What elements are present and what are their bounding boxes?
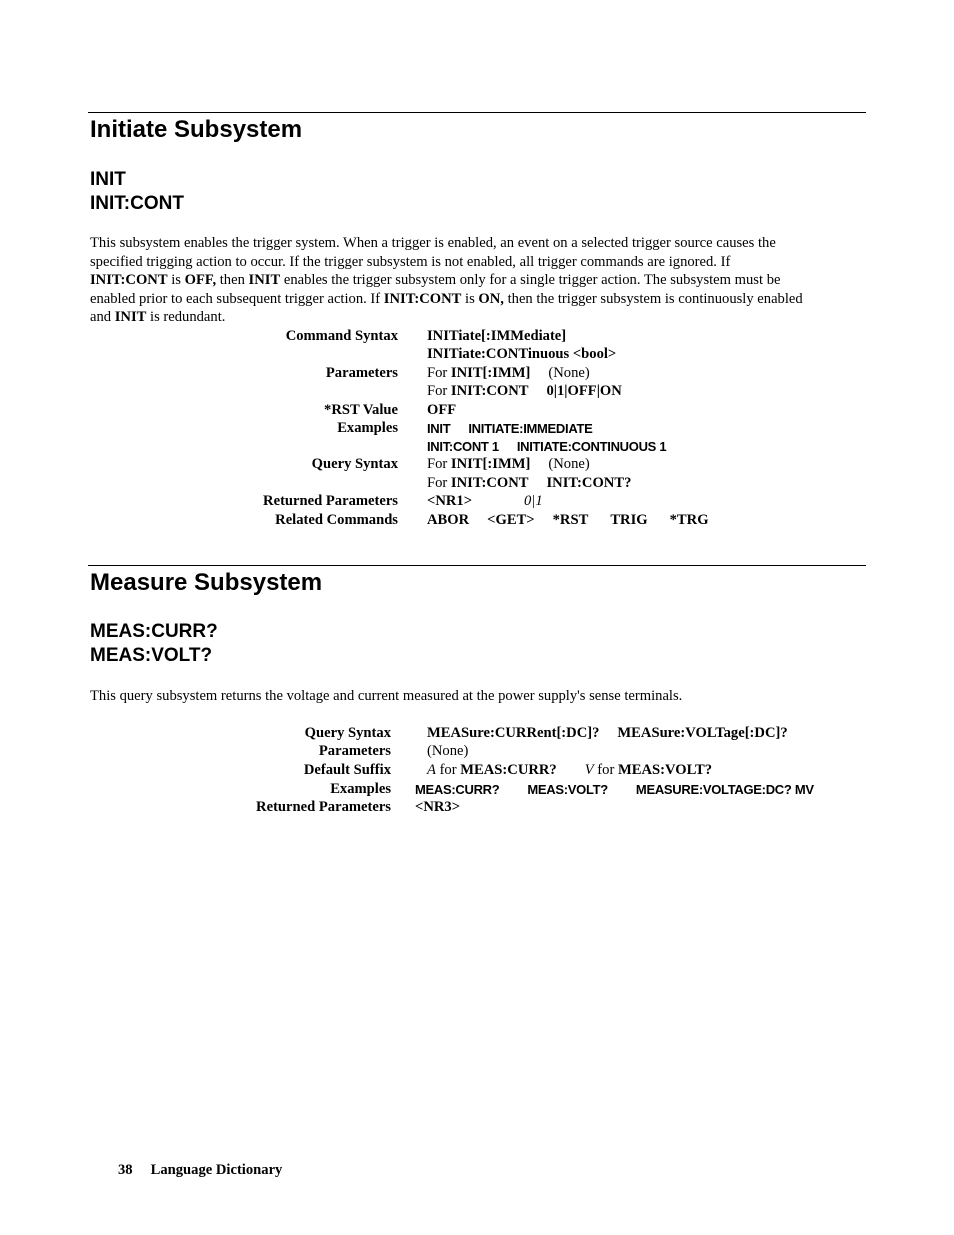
returned-parameters-value: <NR3> — [415, 799, 461, 815]
label-parameters: Parameters — [318, 743, 391, 759]
label-related-commands: Related Commands — [275, 512, 398, 528]
label-query-syntax: Query Syntax — [304, 725, 391, 741]
command-heading-init: INIT — [90, 169, 126, 190]
command-heading-meas-curr: MEAS:CURR? — [90, 621, 218, 642]
description-line: enabled prior to each subsequent trigger action. If INIT:CONT is ON, then the trigger subsystem is continuously enabled — [90, 290, 803, 307]
returned-parameters-value: <NR1> 0|1 — [427, 493, 543, 509]
label-examples: Examples — [330, 781, 391, 797]
label-returned-parameters: Returned Parameters — [263, 493, 398, 509]
query-syntax-row: For INIT[:IMM] (None) — [427, 456, 590, 472]
footer-section-title: Language Dictionary — [150, 1162, 283, 1178]
label-returned-parameters: Returned Parameters — [256, 799, 391, 815]
measure-description — [90, 687, 860, 706]
page-number: 38 — [118, 1162, 133, 1178]
default-suffix-value: A for MEAS:CURR? V for MEAS:VOLT? — [427, 762, 713, 778]
label-query-syntax: Query Syntax — [311, 456, 398, 472]
example-row: INIT INITIATE:IMMEDIATE — [427, 421, 593, 436]
initiate-description — [90, 234, 860, 327]
label-default-suffix: Default Suffix — [303, 762, 391, 778]
description-line: specified trigging action to occur. If the trigger subsystem is not enabled, all trigger commands are ignored. If — [90, 253, 731, 270]
description-line: INIT:CONT is OFF, then INIT enables the trigger subsystem only for a single trigger action. The subsystem must be — [90, 272, 781, 288]
related-commands-list: ABOR <GET> *RST TRIG *TRG — [427, 512, 709, 528]
section-title-initiate: Initiate Subsystem — [90, 116, 303, 143]
command-syntax-immediate: INITiate[:IMMediate] — [427, 328, 567, 344]
example-row: INIT:CONT 1 INITIATE:CONTINUOUS 1 — [427, 439, 667, 454]
example-row: MEAS:CURR? MEAS:VOLT? MEASURE:VOLTAGE:DC? MV — [415, 782, 814, 797]
description-line: This subsystem enables the trigger system. When a trigger is enabled, an event on a selected trigger source causes the — [90, 235, 776, 251]
description-line: and INIT is redundant. — [90, 309, 226, 325]
page-footer — [118, 1161, 282, 1179]
parameters-value: (None) — [427, 743, 469, 759]
parameter-row: For INIT[:IMM] (None) — [427, 365, 590, 381]
label-command-syntax: Command Syntax — [285, 328, 398, 344]
description-line: This query subsystem returns the voltage and current measured at the power supply's sense terminals. — [90, 688, 683, 704]
command-heading-meas-volt: MEAS:VOLT? — [90, 645, 213, 666]
section-divider-top — [88, 112, 866, 113]
parameter-row: For INIT:CONT 0|1|OFF|ON — [427, 383, 622, 399]
section-divider-measure — [88, 565, 866, 566]
label-parameters: Parameters — [325, 365, 398, 381]
command-syntax-continuous: INITiate:CONTinuous <bool> — [427, 346, 617, 362]
query-syntax-row: For INIT:CONT INIT:CONT? — [427, 475, 632, 491]
section-title-measure: Measure Subsystem — [90, 569, 323, 596]
label-rst-value: *RST Value — [324, 402, 398, 418]
query-syntax-value: MEASure:CURRent[:DC]? MEASure:VOLTage[:DC]? — [427, 725, 788, 741]
rst-value: OFF — [427, 402, 457, 418]
label-examples: Examples — [337, 420, 398, 436]
command-heading-init-cont: INIT:CONT — [90, 193, 184, 214]
